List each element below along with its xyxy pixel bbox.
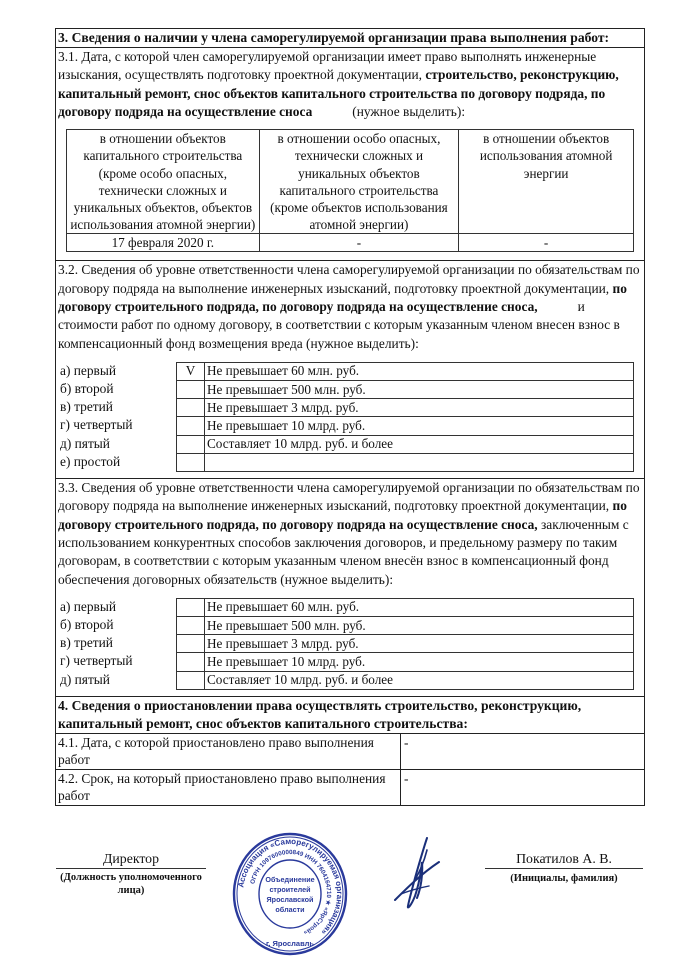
section33-levels bbox=[58, 598, 642, 690]
name-signature-block bbox=[485, 850, 643, 885]
level-checkbox[interactable] bbox=[177, 435, 205, 453]
level-checkbox[interactable] bbox=[177, 671, 205, 689]
section41-value: - bbox=[404, 734, 409, 750]
level-row bbox=[177, 381, 634, 399]
level-desc: Не превышает 500 млн. руб. bbox=[205, 616, 634, 634]
level-label: а) первый bbox=[60, 598, 117, 614]
level-desc: Не превышает 60 млн. руб. bbox=[205, 362, 634, 380]
level-row bbox=[177, 362, 634, 380]
section32-level-table bbox=[176, 362, 634, 472]
rights-value-hazardous: - bbox=[259, 234, 459, 252]
section31 bbox=[56, 48, 644, 261]
level-row bbox=[177, 616, 634, 634]
section33-text-note: заключенным с использованием конкурентных способов заключения договоров, и предельному размеру по таким договорам, в соответствии с которым указанным членом внесён взнос в компенсационный фонд обеспечения договорных обязательств (нужное выделить): bbox=[58, 516, 629, 587]
section33 bbox=[56, 479, 644, 697]
section32-text-bold: по договору строительного подряда, по договору подряда на осуществление сноса, bbox=[58, 280, 627, 314]
name-caption: (Инициалы, фамилия) bbox=[510, 873, 618, 884]
svg-text:области: области bbox=[275, 905, 305, 914]
level-row bbox=[177, 671, 634, 689]
level-checkbox[interactable] bbox=[177, 653, 205, 671]
svg-text:Ассоциация «Саморегулируемая о: Ассоциация «Саморегулируемая организация» bbox=[236, 836, 345, 937]
document-form bbox=[55, 28, 645, 806]
level-checkbox[interactable]: V bbox=[177, 362, 205, 380]
rights-table-header-row bbox=[67, 130, 634, 234]
rights-date-table bbox=[66, 129, 634, 252]
level-row bbox=[177, 635, 634, 653]
rights-header-nuclear: в отношении объектов использования атомной энергии bbox=[459, 130, 634, 234]
level-desc: Не превышает 10 млрд. руб. bbox=[205, 417, 634, 435]
level-row bbox=[177, 653, 634, 671]
section33-text-bold: по договору строительного подряда, по договору подряда на осуществление сноса, bbox=[58, 498, 627, 532]
level-checkbox[interactable] bbox=[177, 635, 205, 653]
section33-level-labels bbox=[58, 598, 176, 690]
level-checkbox[interactable] bbox=[177, 381, 205, 399]
section31-text-note: (нужное выделить): bbox=[352, 103, 466, 119]
section32-level-labels bbox=[58, 362, 176, 472]
svg-text:строителей: строителей bbox=[269, 885, 311, 894]
rights-header-hazardous: в отношении особо опасных, технически сложных и уникальных объектов капитального строительства (кроме объектов использования атомной энергии) bbox=[259, 130, 459, 234]
level-desc: Не превышает 10 млрд. руб. bbox=[205, 653, 634, 671]
level-label: б) второй bbox=[60, 616, 114, 632]
level-desc: Не превышает 500 млн. руб. bbox=[205, 381, 634, 399]
rights-value-nuclear: - bbox=[459, 234, 634, 252]
rights-value-regular: 17 февраля 2020 г. bbox=[67, 234, 260, 252]
section32-text bbox=[58, 261, 642, 352]
section3-title: 3. Сведения о наличии у члена саморегулируемой организации права выполнения работ: bbox=[56, 29, 644, 48]
section33-text-plain: 3.3. Сведения об уровне ответственности члена саморегулируемой организации по обязательствам по договору подряда на выполнение инженерных изысканий, подготовку проектной документации, bbox=[58, 480, 640, 514]
section32 bbox=[56, 261, 644, 479]
rights-header-regular: в отношении объектов капитального строительства (кроме особо опасных, технически сложных и уникальных объектов, объектов использования атомной энергии) bbox=[67, 130, 260, 234]
name-underline bbox=[485, 868, 643, 869]
level-desc bbox=[205, 453, 634, 471]
section32-levels bbox=[58, 362, 642, 472]
level-desc: Не превышает 3 млрд. руб. bbox=[205, 399, 634, 417]
level-row bbox=[177, 598, 634, 616]
level-desc: Составляет 10 млрд. руб. и более bbox=[205, 671, 634, 689]
level-checkbox[interactable] bbox=[177, 616, 205, 634]
handwritten-signature-icon bbox=[393, 836, 443, 912]
section33-level-table bbox=[176, 598, 634, 690]
level-checkbox[interactable] bbox=[177, 399, 205, 417]
level-label: д) пятый bbox=[60, 435, 110, 451]
level-label: в) третий bbox=[60, 635, 113, 651]
position-signature-block bbox=[56, 850, 206, 897]
svg-text:Ярославской: Ярославской bbox=[266, 895, 314, 904]
section32-text-plain: 3.2. Сведения об уровне ответственности члена саморегулируемой организации по обязательствам по договору подряда на выполнение инженерных изысканий, подготовку проектной документации, bbox=[58, 262, 640, 296]
svg-text:ОГРН 1097600000849 ИНН 7604164: ОГРН 1097600000849 ИНН 7604164710 ★ «ЯрСтрой» bbox=[249, 848, 333, 936]
level-label: б) второй bbox=[60, 381, 114, 397]
level-desc: Не превышает 3 млрд. руб. bbox=[205, 635, 634, 653]
position-underline bbox=[56, 868, 206, 869]
level-row bbox=[177, 435, 634, 453]
section31-text-bold: строительство, реконструкцию, капитальный ремонт, снос объектов капитального строительства по договору подряда, по договору подряда на осуществление сноса bbox=[58, 67, 619, 119]
level-row bbox=[177, 453, 634, 471]
section41-label: 4.1. Дата, с которой приостановлено право выполнения работ bbox=[56, 734, 401, 769]
section32-text-note: и стоимости работ по одному договору, в соответствии с которым указанным членом внесен взнос в компенсационный фонд возмещения вреда (нужное выделить): bbox=[58, 299, 620, 351]
signatory-name: Покатилов А. В. bbox=[516, 851, 612, 866]
section41-row bbox=[56, 734, 644, 770]
section42-value: - bbox=[404, 770, 409, 786]
level-desc: Составляет 10 млрд. руб. и более bbox=[205, 435, 634, 453]
level-desc: Не превышает 60 млн. руб. bbox=[205, 598, 634, 616]
level-row bbox=[177, 417, 634, 435]
level-label: д) пятый bbox=[60, 671, 110, 687]
level-label: г) четвертый bbox=[60, 417, 133, 433]
svg-text:г. Ярославль: г. Ярославль bbox=[266, 939, 314, 948]
position-title: Директор bbox=[103, 851, 159, 866]
section4-title: 4. Сведения о приостановлении права осуществлять строительство, реконструкцию, капитальный ремонт, снос объектов капитального строительства: bbox=[56, 697, 644, 734]
organization-stamp-icon bbox=[232, 832, 348, 956]
rights-table-value-row bbox=[67, 234, 634, 252]
level-checkbox[interactable] bbox=[177, 417, 205, 435]
section42-label: 4.2. Срок, на который приостановлено право выполнения работ bbox=[56, 770, 401, 805]
level-checkbox[interactable] bbox=[177, 453, 205, 471]
section42-row bbox=[56, 770, 644, 805]
svg-text:Объединение: Объединение bbox=[265, 875, 315, 884]
level-label: в) третий bbox=[60, 399, 113, 415]
level-label: а) первый bbox=[60, 362, 117, 378]
level-row bbox=[177, 399, 634, 417]
level-label: е) простой bbox=[60, 453, 121, 469]
level-checkbox[interactable] bbox=[177, 598, 205, 616]
level-label: г) четвертый bbox=[60, 653, 133, 669]
section31-text bbox=[58, 48, 642, 121]
position-caption: (Должность уполномоченного лица) bbox=[60, 872, 202, 896]
section33-text bbox=[58, 479, 642, 589]
section31-text-plain: 3.1. Дата, с которой член саморегулируемой организации имеет право выполнять инженерные изыскания, осуществлять подготовку проектной документации, bbox=[58, 49, 597, 83]
